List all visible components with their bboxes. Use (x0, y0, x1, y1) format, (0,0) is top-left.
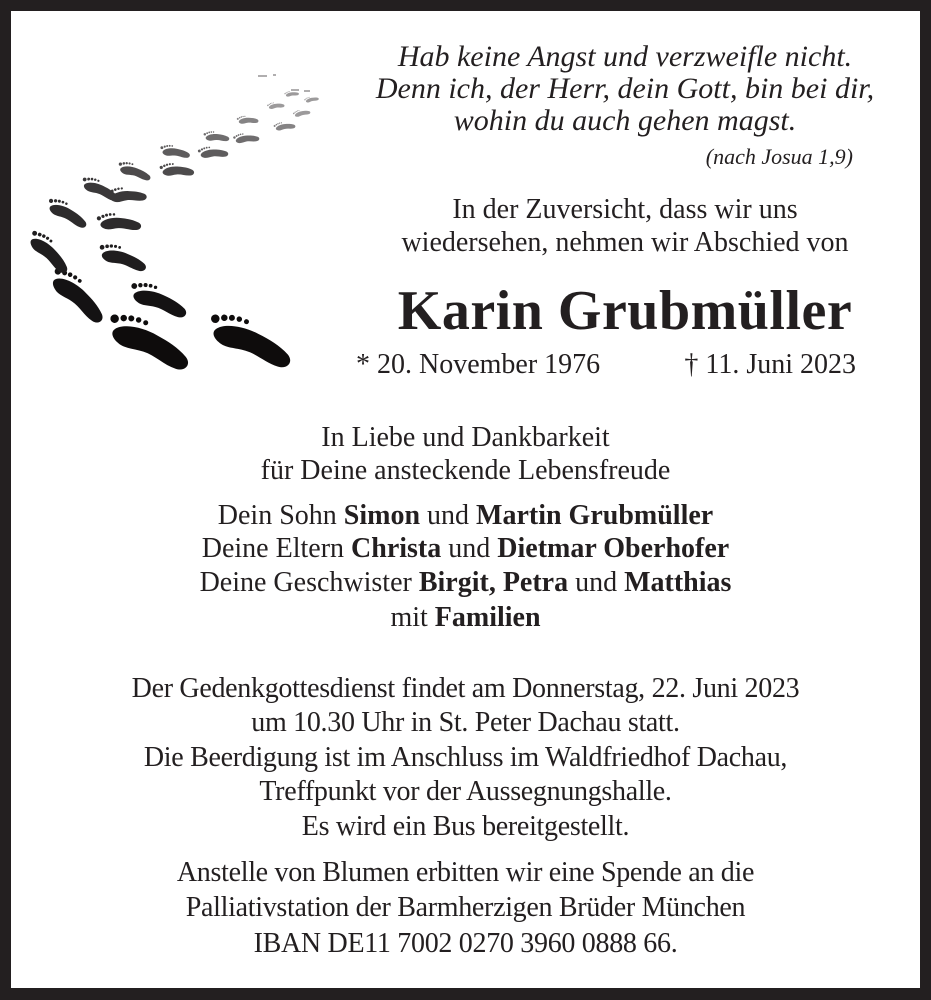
service-line-1: Der Gedenkgottesdienst findet am Donnerstag, 22. Juni 2023 (131, 673, 800, 704)
death-date: † 11. Juni 2023 (684, 349, 856, 380)
mourner-name: Familien (434, 602, 541, 633)
intro-line-1: In der Zuversicht, dass wir uns (452, 194, 798, 225)
dedication-line-2: für Deine ansteckende Lebensfreude (260, 455, 671, 486)
dedication-line-1: In Liebe und Dankbarkeit (321, 422, 610, 453)
mourner-name: Simon (343, 500, 421, 531)
donation-line-1: Anstelle von Blumen erbitten wir eine Spende an die (176, 857, 755, 888)
mourner-siblings: Deine Geschwister Birgit, Petra und Matthias (199, 567, 732, 598)
mourner-parents: Deine Eltern Christa und Dietmar Oberhofer (201, 533, 730, 564)
mourner-families: mit Familien (390, 602, 541, 633)
quote-line-3: wohin du auch gehen magst. (453, 104, 797, 137)
service-line-3: Die Beerdigung ist im Anschluss im Waldfriedhof Dachau, (143, 742, 788, 773)
quote-line-2: Denn ich, der Herr, dein Gott, bin bei dir, (375, 72, 875, 105)
intro-line-2: wiedersehen, nehmen wir Abschied von (401, 227, 849, 258)
donation-line-2: Palliativstation der Barmherzigen Brüder München (185, 892, 746, 923)
service-line-2: um 10.30 Uhr in St. Peter Dachau statt. (251, 707, 680, 738)
obituary-card (11, 11, 920, 988)
mourner-name: Dietmar Oberhofer (497, 533, 730, 564)
birth-date: * 20. November 1976 (356, 349, 601, 380)
mourner-name: Christa (351, 533, 442, 564)
mourner-son: Dein Sohn Simon und Martin Grubmüller (217, 500, 714, 531)
service-line-4: Treffpunkt vor der Aussegnungshalle. (259, 776, 672, 807)
mourner-name: Martin Grubmüller (476, 500, 714, 531)
life-dates (356, 351, 856, 379)
iban-line: IBAN DE11 7002 0270 3960 0888 66. (253, 928, 678, 959)
mourner-name: Birgit, Petra (418, 567, 569, 598)
mourner-name: Matthias (624, 567, 732, 598)
service-line-5: Es wird ein Bus bereitgestellt. (301, 811, 630, 842)
footprints-trail-icon (11, 11, 341, 371)
quote-citation: (nach Josua 1,9) (705, 144, 853, 169)
deceased-name: Karin Grubmüller (397, 280, 853, 342)
quote-line-1: Hab keine Angst und verzweifle nicht. (397, 40, 853, 73)
